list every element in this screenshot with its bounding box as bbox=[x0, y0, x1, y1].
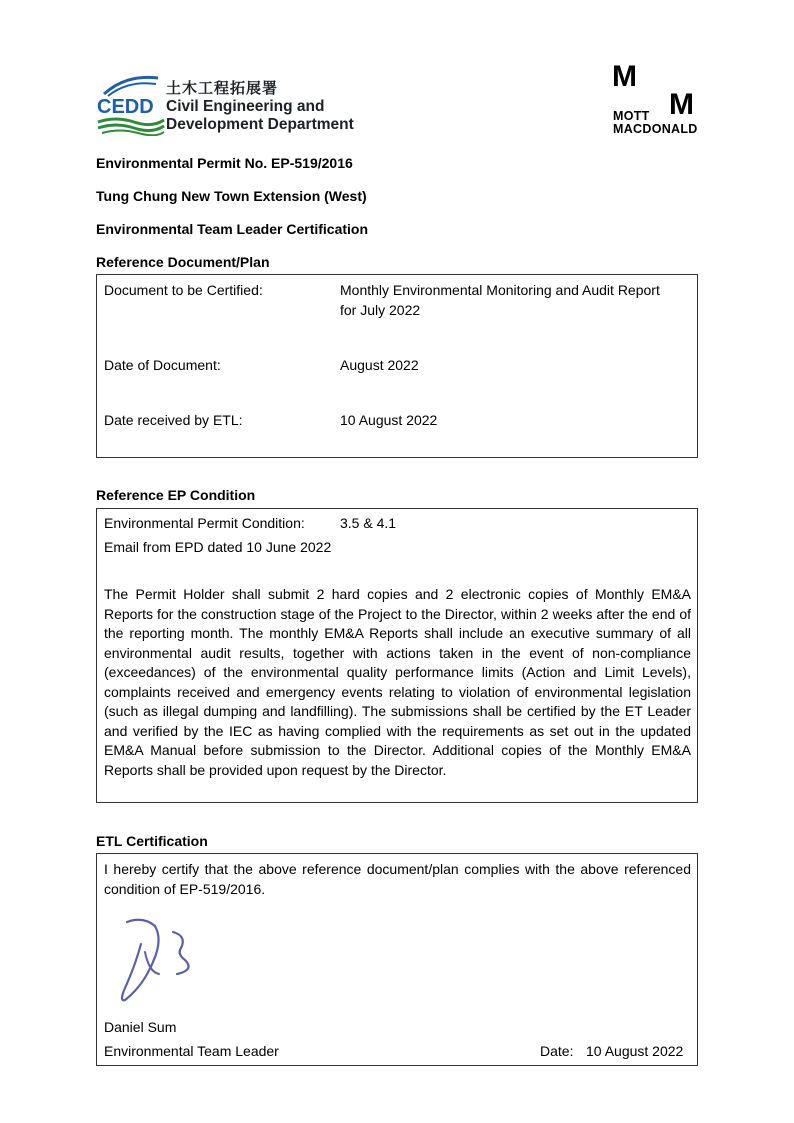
document-label: Document to be Certified: bbox=[104, 282, 263, 298]
date-received-label: Date received by ETL: bbox=[104, 412, 243, 428]
certification-title: Environmental Team Leader Certification bbox=[96, 221, 369, 237]
date-of-document-label: Date of Document: bbox=[104, 357, 221, 373]
permit-title: Environmental Permit No. EP-519/2016 bbox=[96, 155, 353, 171]
cedd-department-name bbox=[166, 80, 354, 134]
ep-condition-paragraph: The Permit Holder shall submit 2 hard copies and 2 electronic copies of Monthly EM&A Reports for the construction stage of the Project to the Director, within 2 weeks after the end of the reporting month. The monthly EM&A Reports shall include an executive summary of all environmental audit results, together with actions taken in the event of non-compliance (exceedances) of the environmental quality performance limits (Action and Limit Levels), complaints received and emergency events relating to violation of environmental legislation (such as illegal dumping and landfilling). The submissions shall be certified by the ET Leader and verified by the IEC as having complied with the requirements as set out in the updated EM&A Manual before submission to the Director. Additional copies of the Monthly EM&A Reports shall be provided upon request by the Director. bbox=[104, 586, 691, 778]
date-received-value: 10 August 2022 bbox=[340, 412, 438, 428]
reference-document-heading: Reference Document/Plan bbox=[96, 254, 270, 270]
certification-date-value: 10 August 2022 bbox=[586, 1043, 684, 1059]
cedd-name-line2: Development Department bbox=[166, 116, 354, 133]
signer-name: Daniel Sum bbox=[104, 1019, 177, 1035]
epd-email-line: Email from EPD dated 10 June 2022 bbox=[104, 539, 332, 555]
mott-macdonald-logo bbox=[612, 62, 702, 140]
etl-certification-heading: ETL Certification bbox=[96, 833, 208, 849]
ep-condition-value: 3.5 & 4.1 bbox=[340, 515, 397, 531]
mm-word-macdonald: MACDONALD bbox=[613, 122, 698, 136]
mm-letter-top: M bbox=[612, 60, 637, 93]
etl-certification-box bbox=[96, 853, 698, 1066]
mm-letter-bottom: M bbox=[669, 88, 694, 121]
signature-image bbox=[115, 914, 205, 1009]
reference-ep-heading: Reference EP Condition bbox=[96, 487, 256, 503]
reference-document-box bbox=[96, 274, 698, 458]
ep-condition-label: Environmental Permit Condition: bbox=[104, 515, 305, 531]
date-of-document-value: August 2022 bbox=[340, 357, 419, 373]
certification-statement: I hereby certify that the above reference document/plan complies with the above referenced condition of EP-519/2016. bbox=[104, 861, 691, 897]
certification-date-label: Date: bbox=[540, 1043, 574, 1059]
reference-ep-box bbox=[96, 508, 698, 803]
document-value-line2: for July 2022 bbox=[340, 302, 421, 318]
document-value-line1: Monthly Environmental Monitoring and Audit Report bbox=[340, 282, 660, 298]
cedd-logo bbox=[96, 70, 166, 136]
cedd-logo-text: CEDD bbox=[97, 96, 154, 118]
signer-title: Environmental Team Leader bbox=[104, 1043, 279, 1059]
mm-word-mott: MOTT bbox=[613, 109, 650, 123]
project-title: Tung Chung New Town Extension (West) bbox=[96, 188, 367, 204]
cedd-chinese-name: 土木工程拓展署 bbox=[166, 80, 279, 97]
cedd-name-line1: Civil Engineering and bbox=[166, 98, 325, 115]
